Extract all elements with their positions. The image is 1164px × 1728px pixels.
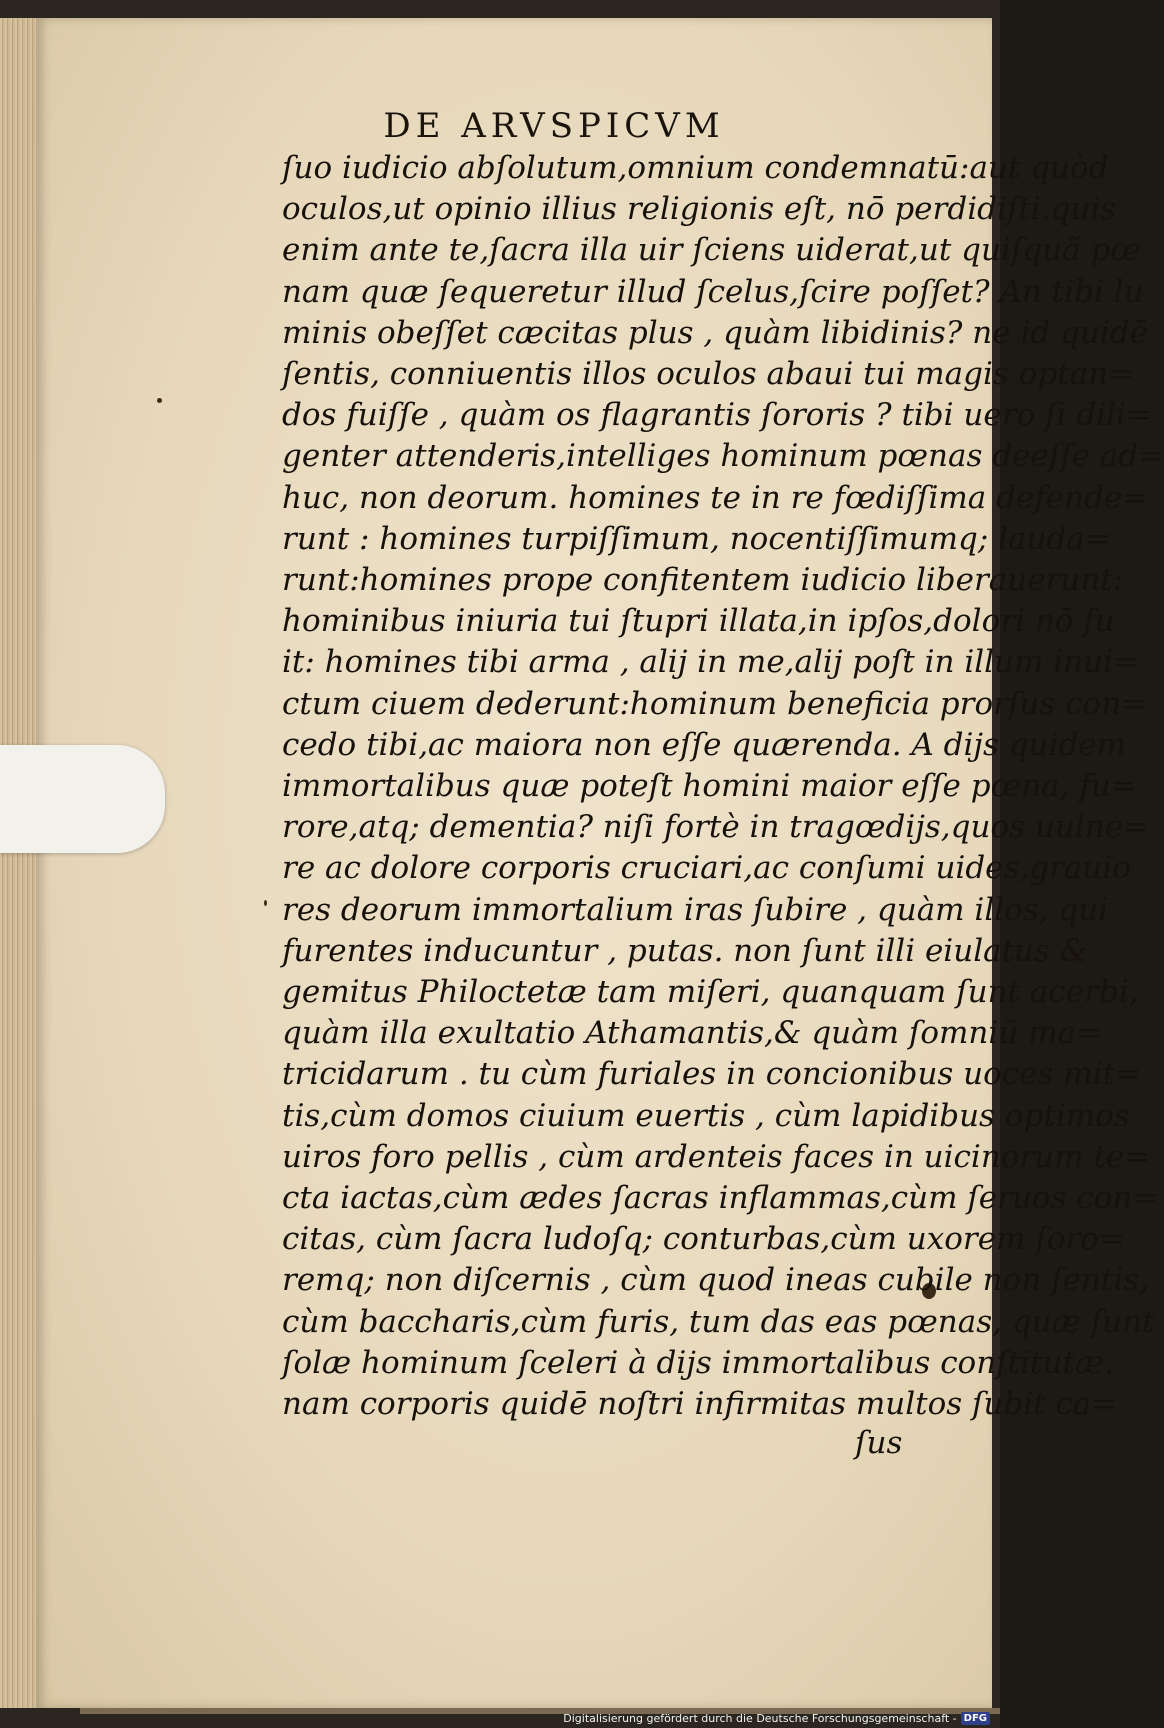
text-line: genter attenderis,intelliges hominum pœnas deeſſe ad= — [282, 438, 1164, 475]
text-line: ſolæ hominum ſceleri à dijs immortalibus conſtitutæ. — [282, 1344, 1114, 1381]
text-line: minis obeſſet cæcitas plus , quàm libidinis? ne id quidē — [282, 314, 1148, 351]
credit-text: Digitalisierung gefördert durch die Deutsche Forschungsgemeinschaft - — [563, 1712, 957, 1725]
running-title: DE ARVSPICVM — [383, 106, 725, 146]
text-line: nam corporis quidē noſtri infirmitas multos ſubit ca= — [282, 1386, 1118, 1423]
text-line: furentes inducuntur , putas. non ſunt illi eiulatus & — [282, 932, 1088, 969]
text-line: cùm baccharis,cùm furis, tum das eas pœnas, quæ ſunt — [282, 1303, 1155, 1340]
text-line: cedo tibi,ac maiora non eſſe quærenda. A dijs quidem — [282, 726, 1127, 763]
text-line: remq; non diſcernis , cùm quod ineas cubile non ſentis, — [282, 1262, 1150, 1299]
text-line: cta iactas,cùm ædes ſacras inflammas,cùm ſeruos con= — [282, 1180, 1159, 1217]
text-line: nam quæ ſequeretur illud ſcelus,ſcire poſſet? An tibi lu — [282, 273, 1144, 310]
text-line: hominibus iniuria tui ſtupri illata,in ipſos,dolori nō fu — [282, 603, 1115, 640]
ink-spot — [157, 398, 162, 403]
text-line: tis,cùm domos ciuium euertis , cùm lapidibus optimos — [282, 1097, 1130, 1134]
page-stack-edge — [0, 18, 40, 1708]
body-text — [282, 148, 1164, 1425]
dfg-logo: DFG — [961, 1712, 990, 1725]
text-line: quàm illa exultatio Athamantis,& quàm ſomniū ma= — [282, 1015, 1102, 1052]
text-line: citas, cùm ſacra ludoſq; conturbas,cùm uxorem ſoro= — [282, 1221, 1125, 1258]
text-line: enim ante te,ſacra illa uir ſciens uiderat,ut quiſquã pœ — [282, 232, 1141, 269]
text-line: res deorum immortalium iras ſubire , quàm illos, qui — [282, 891, 1109, 928]
text-line: gemitus Philoctetæ tam miſeri, quanquam ſunt acerbi, — [282, 974, 1139, 1011]
text-line: huc, non deorum. homines te in re fœdiſſima defende= — [282, 479, 1149, 516]
text-line: ſuo iudicio abſolutum,omnium condemnatū:aut quòd — [282, 150, 1109, 186]
text-line: runt : homines turpiſſimum, nocentiſſimumq; lauda= — [282, 520, 1111, 557]
text-line: immortalibus quæ poteſt homini maior eſſe pœna, fu= — [282, 768, 1137, 805]
text-line: it: homines tibi arma , alij in me,alij poſt in illum inui= — [282, 644, 1140, 681]
text-line: oculos,ut opinio illius religionis eſt, nō perdidiſti.quis — [282, 191, 1117, 228]
text-line: rore,atq; dementia? niſi fortè in tragœdijs,quos uulne= — [282, 809, 1150, 846]
text-line: re ac dolore corporis cruciari,ac conſumi uides,grauio — [282, 850, 1131, 887]
text-line: ctum ciuem dederunt:hominum beneficia prorſus con= — [282, 685, 1148, 722]
text-line: tricidarum . tu cùm furiales in concionibus uoces mit= — [282, 1056, 1142, 1093]
text-line: dos fuiſſe , quàm os flagrantis ſororis ? tibi uero ſi dili= — [282, 397, 1152, 434]
bookmark-tab — [0, 745, 165, 853]
digitization-credit — [563, 1712, 990, 1725]
ink-spot — [264, 900, 267, 906]
text-line: runt:homines prope confitentem iudicio liberauerunt: — [282, 562, 1124, 599]
text-line: uiros foro pellis , cùm ardenteis faces in uicinorum te= — [282, 1138, 1151, 1175]
catchword: ſus — [855, 1425, 903, 1461]
text-line: ſentis, conniuentis illos oculos abaui tui magis optan= — [282, 356, 1135, 393]
